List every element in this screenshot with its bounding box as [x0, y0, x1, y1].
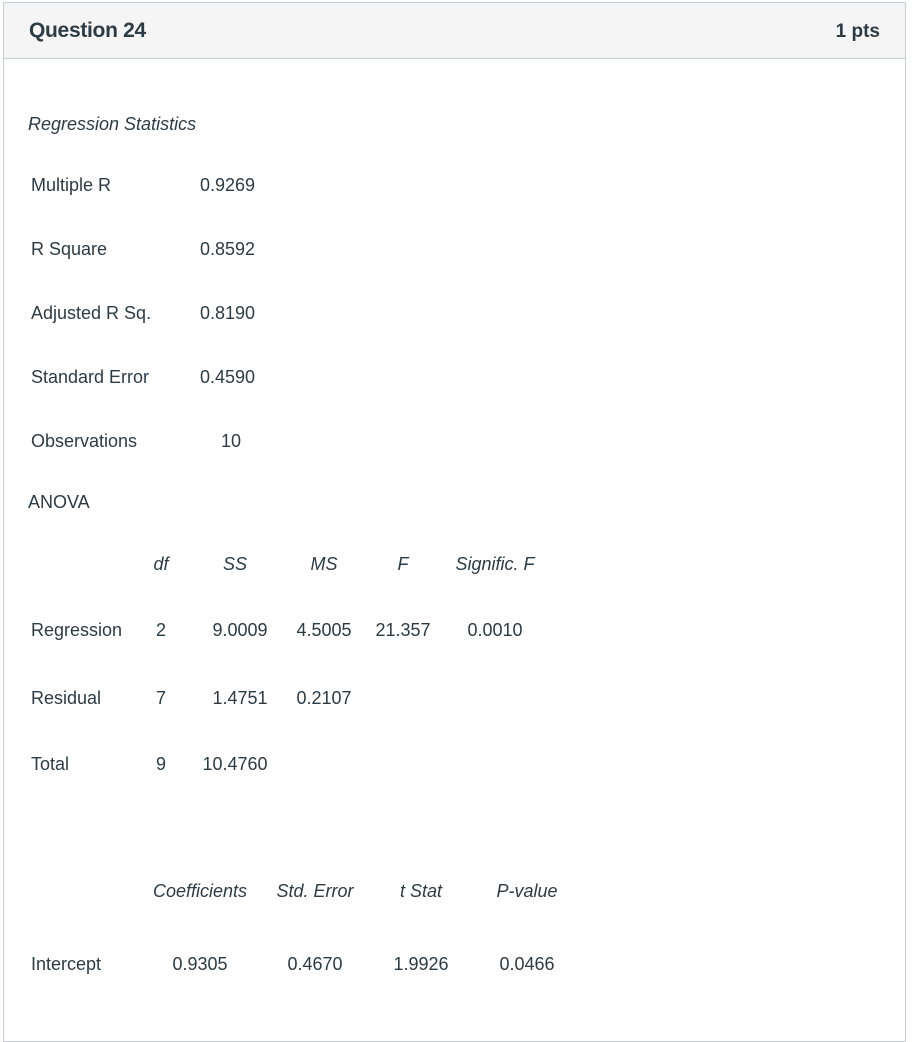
stat-value-multiple-r: 0.9269	[200, 175, 256, 195]
anova-residual-df: 7	[155, 688, 167, 708]
stat-value-standard-error: 0.4590	[200, 367, 256, 387]
stat-label-standard-error: Standard Error	[31, 367, 150, 387]
anova-regression-df: 2	[155, 620, 167, 640]
coef-col-coefficients: Coefficients	[152, 881, 248, 901]
stat-label-adjusted-r-sq: Adjusted R Sq.	[31, 303, 152, 323]
anova-col-ss: SS	[222, 554, 248, 574]
question-header	[4, 3, 905, 59]
regression-statistics-heading: Regression Statistics	[28, 114, 197, 134]
coef-intercept-value: 0.9305	[172, 954, 228, 974]
stat-label-r-square: R Square	[31, 239, 108, 259]
anova-col-df: df	[153, 554, 169, 574]
stat-value-adjusted-r-sq: 0.8190	[200, 303, 256, 323]
coef-intercept-t-stat: 1.9926	[393, 954, 449, 974]
question-card	[3, 2, 906, 1042]
coef-col-t-stat: t Stat	[399, 881, 443, 901]
anova-residual-ms: 0.2107	[296, 688, 352, 708]
question-points: 1 pts	[835, 21, 880, 42]
anova-row-label-total: Total	[31, 754, 70, 774]
anova-col-signific-f: Signific. F	[455, 554, 535, 574]
question-title: Question 24	[29, 19, 146, 42]
anova-col-ms: MS	[310, 554, 338, 574]
anova-regression-ms: 4.5005	[296, 620, 352, 640]
anova-residual-ss: 1.4751	[212, 688, 268, 708]
anova-row-label-regression: Regression	[31, 620, 123, 640]
stat-label-observations: Observations	[31, 431, 138, 451]
stat-value-observations: 10	[220, 431, 242, 451]
coef-intercept-p-value: 0.0466	[499, 954, 555, 974]
anova-regression-ss: 9.0009	[212, 620, 268, 640]
anova-total-df: 9	[155, 754, 167, 774]
stat-value-r-square: 0.8592	[200, 239, 256, 259]
anova-total-ss: 10.4760	[202, 754, 268, 774]
coef-row-label-intercept: Intercept	[31, 954, 102, 974]
stat-label-multiple-r: Multiple R	[31, 175, 112, 195]
anova-row-label-residual: Residual	[31, 688, 102, 708]
anova-col-f: F	[397, 554, 409, 574]
anova-regression-signific-f: 0.0010	[467, 620, 523, 640]
coef-col-p-value: P-value	[496, 881, 558, 901]
coef-col-std-error: Std. Error	[276, 881, 354, 901]
anova-heading: ANOVA	[28, 492, 90, 512]
coef-intercept-std-error: 0.4670	[287, 954, 343, 974]
anova-regression-f: 21.357	[375, 620, 431, 640]
